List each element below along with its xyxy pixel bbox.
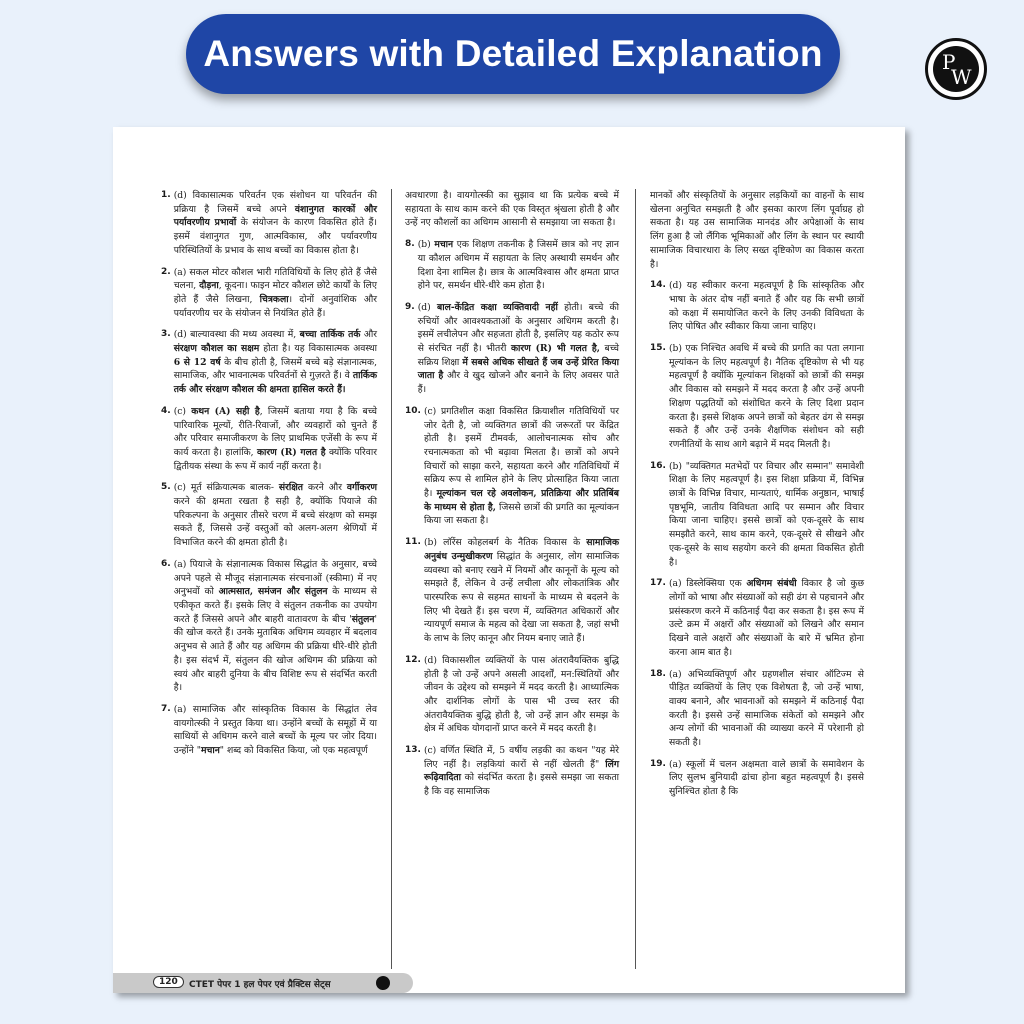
answer-item: [405, 405, 619, 528]
banner-title: Answers with Detailed Explanation: [203, 33, 823, 74]
answer-number: 18.: [650, 668, 666, 679]
column-divider: [391, 189, 392, 969]
answer-text: (c) प्रगतिशील कक्षा विकसित क्रियाशील गतिविधियों पर जोर देती है, जो व्यक्तिगत छात्रों की जरूरतों पर केंद्रित होती है। इसमें टीमवर्क, आलोचनात्मक सोच और रचनात्मकता को भी बढ़ावा मिलता है। छात्रों को अपने विचारों को साझा करने, सहायता करने और गतिविधियों में सक्रिय रूप से शामिल होने के लिए प्रोत्साहित किया जाता है। मूल्यांकन चल रहे अवलोकन, प्रतिक्रिया और प्रतिबिंब के माध्यम से होता है, जिससे छात्रों की प्रगति का मूल्यांकन किया जा सकता है।: [423, 405, 620, 527]
answer-item: [650, 577, 864, 659]
answer-text: (d) बाल्यावस्था की मध्य अवस्था में, बच्चा तार्किक तर्क और संरक्षण कौशल का सक्षम होता है। यह विकासात्मक अवस्था 6 से 12 वर्ष के बीच होती है, जिसमें बच्चे बड़े संज्ञानात्मक, सामाजिक, और भावनात्मक परिवर्तनों से गुज़रते हैं। वे तार्किक तर्क और संरक्षण कौशल की क्षमता हासिल करते हैं।: [173, 329, 377, 396]
logo-letter-w: W: [951, 65, 972, 89]
answer-item: [650, 460, 864, 570]
answer-item: [405, 744, 619, 799]
book-page: [113, 127, 905, 993]
answer-item: [405, 654, 619, 736]
answer-number: 1.: [161, 190, 171, 200]
answer-number: 8.: [405, 239, 415, 250]
answer-number: 15.: [650, 343, 666, 354]
answer-text: (a) पियाजे के संज्ञानात्मक विकास सिद्धांत के अनुसार, बच्चे अपने पहले से मौजूद संज्ञानात्मक संरचनाओं (स्कीमा) में नए अनुभवों को आत्मसात, समंजन और संतुलन के माध्यम से एकीकृत करते हैं। इसके लिए वे संतुलन तकनीक का उपयोग करते हैं जिससे अपने और बाहरी वातावरण के बीच 'संतुलन' की खोज करते हैं। उनके मुताबिक अधिगम व्यवहार में बदलाव अनुभव से आते हैं और यह अधिगम की प्रक्रिया धीरे-धीरे होती है। इस संदर्भ में, संतुलन की खोज अधिगम की प्रक्रिया को स्वयं और बाहरी दुनिया के बीच विशिष्ट रूप से संदर्भित करती है।: [173, 558, 378, 694]
answer-text: (d) यह स्वीकार करना महत्वपूर्ण है कि सांस्कृतिक और भाषा के अंतर दोष नहीं बनाते हैं और यह कि सभी छात्रों को कक्षा में समायोजित करने के लिए उनकी विविधता के लिए पोषित और स्वीकार किया जाना चाहिए।: [668, 280, 864, 333]
answer-number: 12.: [405, 654, 421, 665]
answer-number: 17.: [650, 578, 666, 589]
answer-number: 11.: [405, 537, 421, 548]
answer-text: (a) सकल मोटर कौशल भारी गतिविधियों के लिए होते हैं जैसे चलना, दौड़ना, कूदना। फाइन मोटर कौशल छोटे कार्यों के लिए होते हैं जैसे लिखना, चित्रकला। दोनों अनुवांशिक और पर्यावरणीय चर के संयोजन से नियंत्रित होते हैं।: [173, 266, 377, 319]
answer-number: 10.: [405, 405, 421, 416]
answer-number: 14.: [650, 280, 666, 291]
answer-text: (c) मूर्त संक्रियात्मक बालक- संरक्षित करने और वर्गीकरण करने की क्षमता रखता है सही है, क्योंकि पियाजे की परिकल्पना के अनुसार तीसरे चरण में बच्चे संरक्षण को समझ सकते हैं, जिससे उन्हें वस्तुओं को अलग-अलग श्रेणियों में विभाजित करने की क्षमता होती है।: [173, 482, 377, 549]
answer-text: (c) कथन (A) सही है, जिसमें बताया गया है कि बच्चे पारिवारिक मूल्यों, रीति-रिवाजों, और व्यवहारों को चुनते हैं और परिवार समाजीकरण के लिए प्राथमिक एजेंसी के रूप में कार्य करता है। हालांकि, कारण (R) गलत है क्योंकि परिवार द्वितीयक संस्था के रूप में कार्य नहीं करता है।: [173, 405, 377, 472]
answer-item: [161, 558, 377, 695]
logo-letter-p: P: [942, 50, 956, 74]
answer-item: [161, 189, 377, 258]
answer-number: 4.: [161, 405, 171, 416]
answer-text: (b) मचान एक शिक्षण तकनीक है जिसमें छात्र को नए ज्ञान या कौशल अधिगम में सहायता के लिए अस्थायी समर्थन और दिशा देना शामिल है। छात्र के आत्मविश्वास और क्षमता प्राप्त होने पर, समर्थन धीरे-धीरे कम होता है।: [417, 239, 619, 292]
answer-number: 2.: [161, 266, 171, 277]
answer-number: 3.: [161, 329, 171, 340]
answer-text: (a) सामाजिक और सांस्कृतिक विकास के सिद्धांत लेव वायगोत्स्की ने प्रस्तुत किया था। उन्होंने बच्चों के समूहों में या साथियों से अधिगम करने वाले बच्चों के मूल्य पर जोर दिया। उन्होंने "मचान" शब्द को विकसित किया, जो एक महत्वपूर्ण: [173, 703, 377, 757]
answer-column-2: [405, 189, 619, 807]
answer-item: [650, 342, 864, 452]
footer-title: CTET पेपर 1 हल पेपर एवं प्रैक्टिस सेट्स: [189, 980, 331, 990]
title-banner: [186, 14, 840, 94]
answer-number: 5.: [161, 482, 171, 493]
answer-number: 19.: [650, 758, 666, 769]
answer-text: मानकों और संस्कृतियों के अनुसार लड़कियों का वाहनों के साथ खेलना अनुचित समझती है और इसका कारण लिंग पूर्वाग्रह हो सकता है। यह उस सामाजिक मानदंड और अपेक्षाओं के साथ लिंग हुआ है जो लैंगिक भूमिकाओं और लिंग के स्थान पर स्थायी सामाजिक विचारधारा के लिए सख्त दृष्टिकोण का विकास करता है।: [650, 190, 864, 270]
answer-column-1: [161, 189, 377, 766]
answer-item: [405, 536, 619, 646]
answer-item: [650, 189, 864, 271]
answer-item: [161, 481, 377, 550]
answer-text: (b) लॉरेंस कोहलबर्ग के नैतिक विकास के सामाजिक अनुबंध उन्मुखीकरण सिद्धांत के अनुसार, लोग सामाजिक व्यवस्था को बनाए रखने में नियमों और कानूनों के मूल्य को समझते हैं, लेकिन वे उन्हें लचीला और लोकतांत्रिक और पारस्परिक रूप से सहमत साधनों के माध्यम से बदलने के लिए भी देखते हैं। इस चरण में, व्यक्तिगत अधिकारों और न्यायपूर्ण समाज के महत्व को देखा जा सकता है, जहां सभी के लाभ के लिए कानून और नियम बनाए जाते हैं।: [423, 537, 620, 645]
answer-text: (d) विकासात्मक परिवर्तन एक संशोधन या परिवर्तन की प्रक्रिया है जिसमें बच्चे अपने वंशानुगत कारकों और पर्यावरणीय प्रभावों के संयोजन के कारण विकसित होते हैं। इसमें वंशानुगत गुण, आत्मविकास, और पर्यावरणीय परिस्थितियों के प्रभाव के साथ बच्चों का विकास होता है।: [173, 190, 377, 256]
page-number: 120: [153, 976, 184, 988]
answer-item: [650, 668, 864, 750]
answer-text: (a) स्कूलों में चलन अक्षमता वाले छात्रों के समावेशन के लिए सुलभ बुनियादी ढांचा होना बहुत महत्वपूर्ण है। इससे सुनिश्चित होता है कि: [668, 758, 864, 798]
answer-item: [161, 328, 377, 397]
page-footer: [113, 973, 413, 993]
answer-number: 16.: [650, 460, 666, 471]
answer-item: [161, 703, 377, 758]
answer-item: [161, 266, 377, 321]
answer-text: (d) बाल-केंद्रित कक्षा व्यक्तिवादी नहीं होती। बच्चे की रुचियों और आवश्यकताओं के अनुसार अधिगम करती है। इसमें लचीलेपन और सहजता होती है, इसलिए यह कठोर रूप से संरचित नहीं है। भीतरी कारण (R) भी गलत है, बच्चे सक्रिय शिक्षा में सबसे अधिक सीखते हैं जब उन्हें प्रेरित किया जाता है और वे खुद खोजने और बनाने के लिए अवसर पाते हैं।: [417, 301, 620, 396]
answer-text: (b) एक निश्चित अवधि में बच्चे की प्रगति का पता लगाना मूल्यांकन के लिए महत्वपूर्ण है। नैतिक दृष्टिकोण से भी यह महत्वपूर्ण है क्योंकि मूल्यांकन शिक्षकों को छात्रों की समझ और विकास को समझने में मदद करता है और उन्हें अपनी शिक्षण पद्धतियों को संशोधित करने के लिए दिशा प्रदान करता है। इससे शिक्षक अपने छात्रों को बेहतर ढंग से समझ सकते हैं और उन्हें उनके शैक्षणिक संशोधन को सही रणनीतियों के साथ आगे बढ़ाने में मदद मिलती है।: [668, 343, 864, 450]
answer-number: 6.: [161, 558, 171, 569]
answer-item: [405, 189, 619, 230]
answer-column-3: [650, 189, 864, 807]
answer-text: (a) डिस्लेक्सिया एक अधिगम संबंधी विकार है जो कुछ लोगों को भाषा और संख्याओं को सही ढंग से पहचानने और प्रसंस्करण करने में कठिनाई पैदा कर सकता है। इस रूप में उल्टे क्रम में अक्षरों और संख्याओं को लिखने और समान दिखने वाले अक्षरों और संख्याओं के बारे में भ्रमित होना करना आम बात है।: [668, 578, 865, 658]
answer-item: [650, 758, 864, 799]
answer-text: अवधारणा है। वायगोत्स्की का सुझाव था कि प्रत्येक बच्चे में सहायता के साथ काम करने की एक विस्तृत श्रृंखला होती है और उन्हें नए कौशलों का अधिगम आसानी से समझाया जा सकता है।: [405, 190, 619, 229]
answer-item: [650, 279, 864, 334]
column-divider: [635, 189, 636, 969]
answer-item: [405, 301, 619, 397]
answer-number: 9.: [405, 301, 415, 312]
answer-item: [161, 405, 377, 474]
answer-item: [405, 238, 619, 293]
footer-logo-icon: [376, 976, 390, 990]
answer-number: 13.: [405, 745, 421, 756]
answer-text: (a) अभिव्यक्तिपूर्ण और ग्रहणशील संचार ऑटिज्म से पीड़ित व्यक्तियों के लिए एक विशेषता है, जो उन्हें भाषा, वाक्य बनाने, और भावनाओं को समझने में कठिनाई पैदा करती है। इससे उन्हें सामाजिक संकेतों को समझने और अन्य लोगों की भावनाओं की व्याख्या करने में परेशानी हो सकती है।: [668, 668, 864, 749]
answer-number: 7.: [161, 703, 171, 714]
answer-text: (b) "व्यक्तिगत मतभेदों पर विचार और सम्मान" समावेशी शिक्षा के लिए महत्वपूर्ण है। इस शिक्षा प्रक्रिया में, विभिन्न छात्रों के विभिन्न विचार, मान्यताएं, धार्मिक अनुष्ठान, भाषाई पृष्ठभूमि, जातीय विविधता आदि पर सम्मान और विचार किया जाना चाहिए। इससे छात्रों को एक-दूसरे के साथ समझौते करने, साथ काम करने, एक-दूसरे से सीखने और एक-दूसरे के साथ सहयोग करने की क्षमता विकसित होती है।: [668, 460, 864, 568]
pw-logo-icon: [925, 38, 987, 100]
answer-text: (c) वर्णित स्थिति में, 5 वर्षीय लड़की का कथन "यह मेरे लिए नहीं है। लड़कियां कारों से नहीं खेलती हैं" लिंग रूढ़िवादिता को संदर्भित करता है। इससे समझा जा सकता है कि वह सामाजिक: [423, 745, 619, 798]
answer-text: (d) विकासशील व्यक्तियों के पास अंतरावैयक्तिक बुद्धि होती है जो उन्हें अपने असली आदर्शों, मन:स्थितियों और जीवन के उद्देश्य को समझने में मदद करती है। आध्यात्मिक और दार्शनिक लोगों के पास भी उच्च स्तर की अंतरावैयक्तिक बुद्धि होती है, जो उन्हें ज्ञान और समझ के क्षेत्र में अधिक योगदानों प्राप्त करने में मदद करती है।: [423, 654, 619, 735]
